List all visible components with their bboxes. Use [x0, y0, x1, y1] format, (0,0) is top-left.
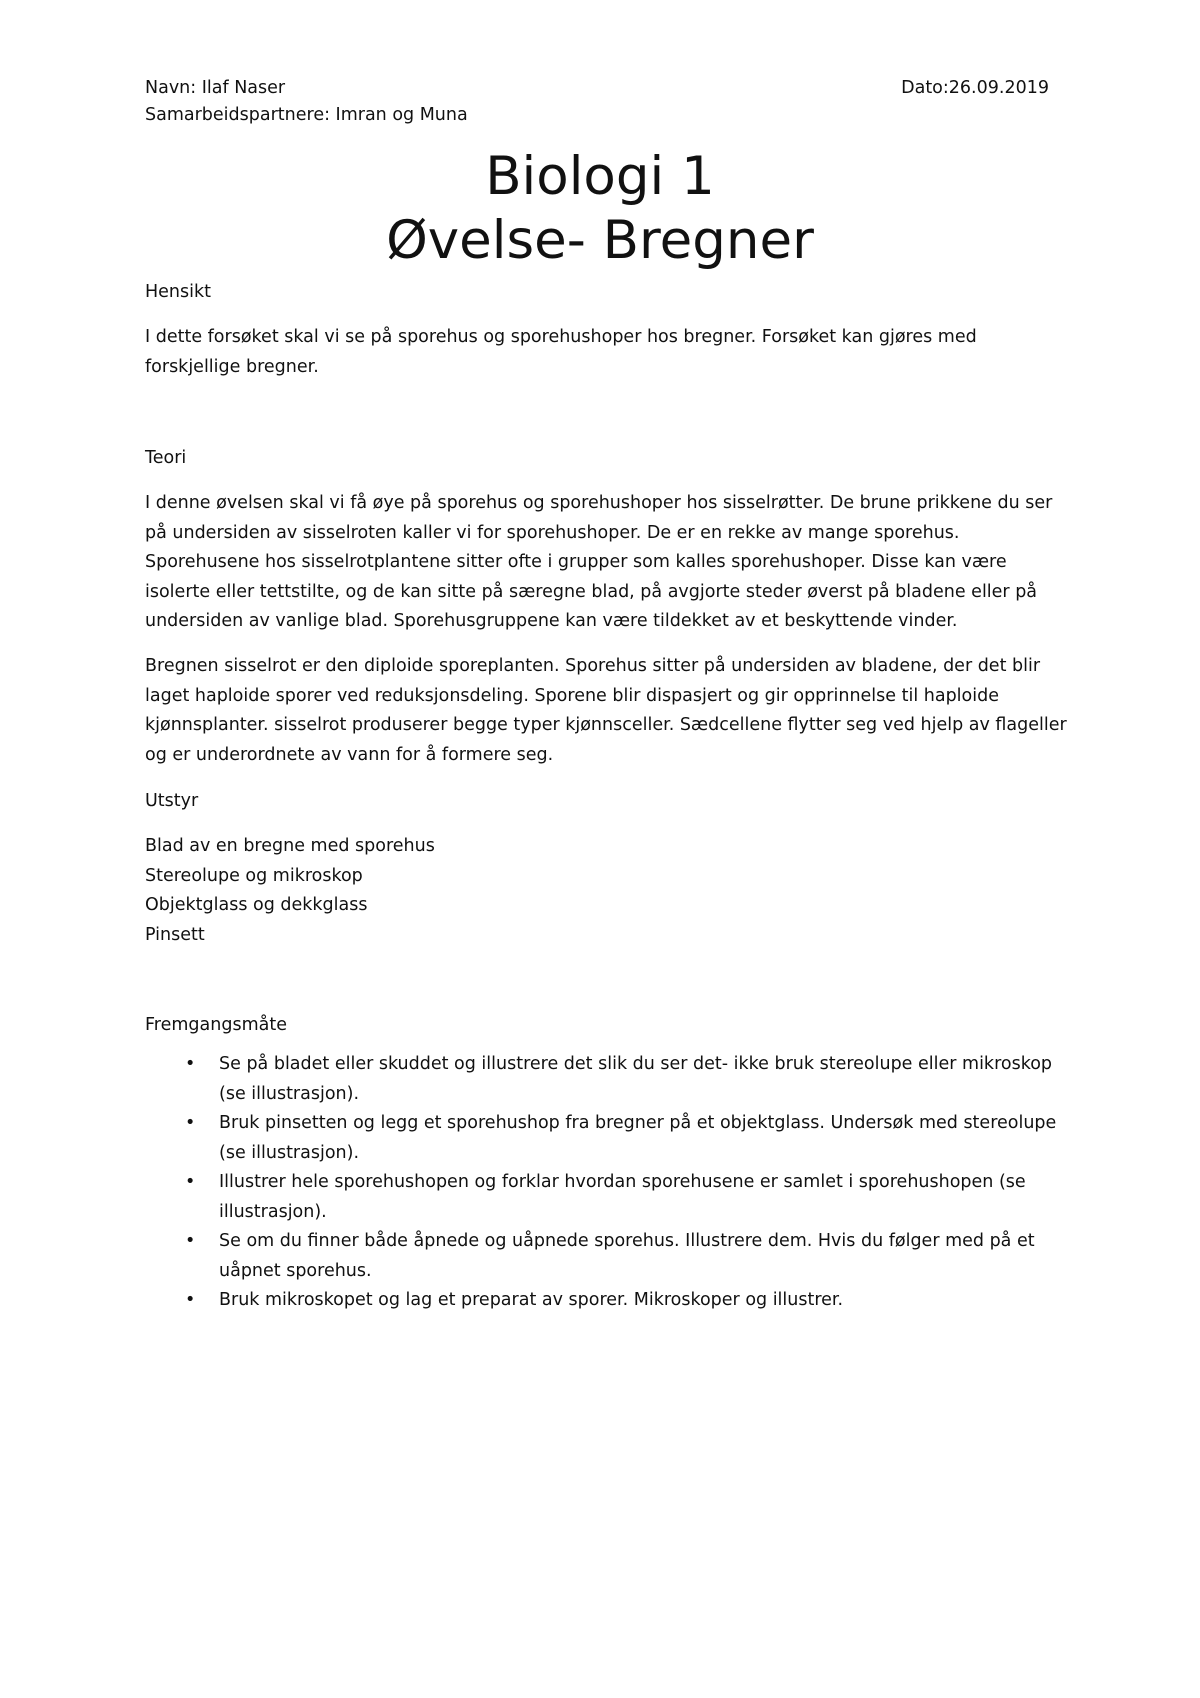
procedure-step — [145, 1050, 1075, 1109]
equipment-item: Objektglass og dekkglass — [145, 895, 368, 915]
equipment-item: Stereolupe og mikroskop — [145, 865, 363, 886]
section-heading-utstyr: Utstyr — [145, 791, 199, 811]
teori-paragraph-2: Bregnen sisselrot er den diploide sporeplanten. Sporehus sitter på undersiden av bladene, der det blir laget haploide sporer ved reduksjonsdeling. Sporene blir dispasjert og gir opprinnelse til haploide kjønnsplanter. sisselrot produserer begge typer kjønnsceller. Sædcellene flytter seg ved hjelp av flageller og er underordnete av vann for å formere seg. — [145, 656, 1067, 765]
equipment-list — [145, 832, 1075, 950]
equipment-item: Pinsett — [145, 924, 205, 945]
procedure-step-text: Bruk mikroskopet og lag et preparat av sporer. Mikroskoper og illustrer. — [219, 1290, 844, 1310]
procedure-step-text: Illustrer hele sporehushopen og forklar hvordan sporehusene er samlet i sporehushopen (se illustrasjon). — [219, 1172, 1026, 1222]
procedure-step — [145, 1168, 1075, 1227]
procedure-list — [145, 1050, 1075, 1316]
bullet-icon: • — [185, 1231, 196, 1251]
bullet-icon: • — [185, 1113, 196, 1133]
hensikt-text: I dette forsøket skal vi se på sporehus og sporehushoper hos bregner. Forsøket kan gjøres med forskjellige bregner. — [145, 327, 977, 377]
section-heading-hensikt: Hensikt — [145, 282, 211, 302]
bullet-icon: • — [185, 1290, 196, 1310]
page-title: Biologi 1 — [485, 146, 715, 207]
procedure-step — [145, 1109, 1075, 1168]
teori-paragraph-1: I denne øvelsen skal vi få øye på sporehus og sporehushoper hos sisselrøtter. De brune prikkene du ser på undersiden av sisselroten kaller vi for sporehushoper. De er en rekke av mange sporehus. Sporehusene hos sisselrotplantene sitter ofte i grupper som kalles sporehushoper. Disse kan være isolerte eller tettstilte, og de kan sitte på særegne blad, på avgjorte steder øverst på bladene eller på undersiden av vanlige blad. Sporehusgruppene kan være tildekket av et beskyttende vinder. — [145, 493, 1053, 631]
section-heading-teori: Teori — [145, 448, 187, 468]
equipment-item: Blad av en bregne med sporehus — [145, 836, 435, 856]
bullet-icon: • — [185, 1172, 196, 1192]
procedure-step-text: Bruk pinsetten og legg et sporehushop fra bregner på et objektglass. Undersøk med stereolupe (se illustrasjon). — [219, 1113, 1057, 1163]
procedure-step — [145, 1286, 1075, 1316]
procedure-step-text: Se om du finner både åpnede og uåpnede sporehus. Illustrere dem. Hvis du følger med på et uåpnet sporehus. — [219, 1231, 1035, 1281]
partners: Samarbeidspartnere: Imran og Muna — [145, 105, 468, 125]
section-heading-fremgangsmate: Fremgangsmåte — [145, 1015, 287, 1035]
date: Dato:26.09.2019 — [901, 78, 1049, 98]
bullet-icon: • — [185, 1054, 196, 1074]
student-name: Navn: Ilaf Naser — [145, 78, 286, 98]
procedure-step-text: Se på bladet eller skuddet og illustrere det slik du ser det- ikke bruk stereolupe eller mikroskop (se illustrasjon). — [219, 1054, 1053, 1104]
page-subtitle: Øvelse- Bregner — [386, 210, 814, 271]
procedure-step — [145, 1227, 1075, 1286]
